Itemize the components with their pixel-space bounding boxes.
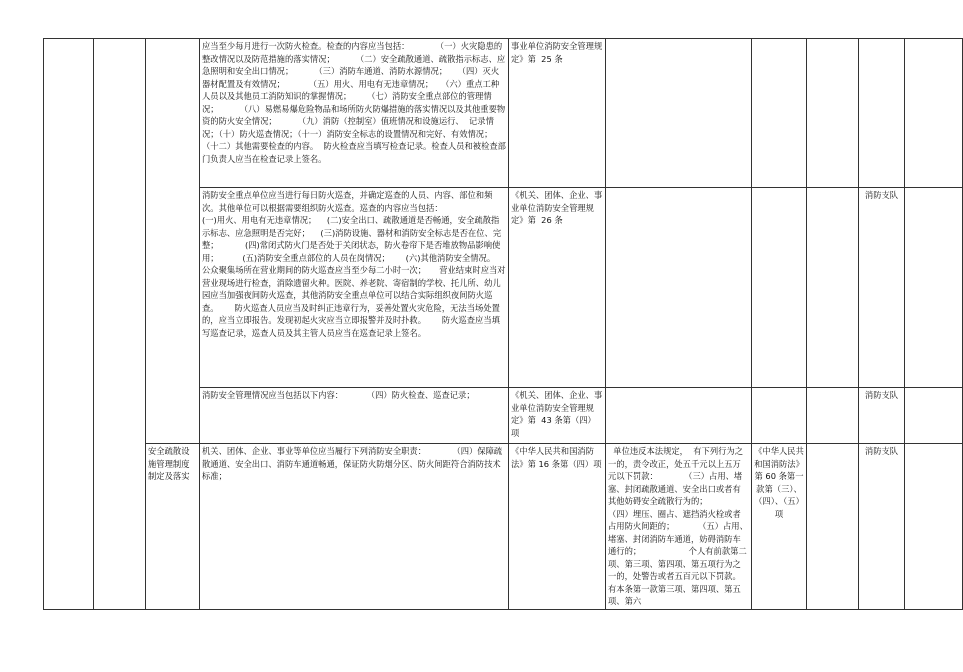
table-cell: [807, 188, 859, 388]
penalty-basis-cell: [752, 388, 807, 444]
table-cell: [807, 388, 859, 444]
inspection-item-cell: 安全疏散设施管理制度制定及落实: [146, 444, 200, 610]
table-cell: [146, 39, 200, 444]
table-cell: [905, 444, 963, 610]
responsible-dept-cell: 消防支队: [859, 188, 905, 388]
table-cell: [905, 188, 963, 388]
legal-basis-cell: 《机关、团体、企业、事业单位消防安全管理规定》第 26 条: [509, 188, 606, 388]
responsible-dept-cell: [859, 39, 905, 188]
table-cell: [44, 39, 94, 610]
responsible-dept-cell: 消防支队: [859, 388, 905, 444]
requirement-content-cell: 机关、团体、企业、事业等单位应当履行下列消防安全职责： （四）保障疏散通道、安全出口、消防车通道畅通，保证防火防烟分区、防火间距符合消防技术标准；: [200, 444, 509, 610]
regulation-table: [43, 38, 963, 610]
penalty-basis-cell: 《中华人民共和国消防法》第 60 条第一款第（三）、（四）、（五）项: [752, 444, 807, 610]
penalty-basis-cell: [752, 39, 807, 188]
responsible-dept-cell: 消防支队: [859, 444, 905, 610]
requirement-content-cell: 消防安全重点单位应当进行每日防火巡查，并确定巡查的人员、内容、部位和频次。其他单位可以根据需要组织防火巡查。巡查的内容应当包括： (一)用火、用电有无违章情况； (二)安全出口、疏散通道是否畅通，安全疏散指示标志、应急照明是否完好； (三)消防设施、器材和消防安全标志是否在位、完整； (四)常闭式防火门是否处于关闭状态，防火卷帘下是否堆放物品影响使用； (五)消防安全重点部位的人员在岗情况； (六)其他消防安全情况。 公众聚集场所在营业期间的防火巡查应当至少每二小时一次； 营业结束时应当对营业现场进行检查，消除遗留火种。医院、养老院、寄宿制的学校、托儿所、幼儿园应当加强夜间防火巡查，其他消防安全重点单位可以结合实际组织夜间防火巡查。 防火巡查人员应当及时纠正违章行为，妥善处置火灾危险，无法当场处置的，应当立即报告。发现初起火灾应当立即报警并及时扑救。 防火巡查应当填写巡查记录，巡查人员及其主管人员应当在巡查记录上签名。: [200, 188, 509, 388]
penalty-cell: [606, 39, 752, 188]
penalty-cell: [606, 188, 752, 388]
table-cell: [905, 388, 963, 444]
table-cell: [807, 39, 859, 188]
requirement-content-cell: 消防安全管理情况应当包括以下内容： （四）防火检查、巡查记录；: [200, 388, 509, 444]
penalty-basis-cell: [752, 188, 807, 388]
requirement-content-cell: 应当至少每月进行一次防火检查。检查的内容应当包括： （一）火灾隐患的整改情况以及防范措施的落实情况； （二）安全疏散通道、疏散指示标志、应急照明和安全出口情况； （三）消防车通道、消防水源情况； （四）灭火器材配置及有效情况； （五）用火、用电有无违章情况； （六）重点工种人员以及其他员工消防知识的掌握情况； （七）消防安全重点部位的管理情况； （八）易燃易爆危险物品和场所防火防爆措施的落实情况以及其他重要物资的防火安全情况； （九）消防（控制室）值班情况和设施运行、 记录情况；（十）防火巡查情况；（十一）消防安全标志的设置情况和完好、有效情况； （十二）其他需要检查的内容。 防火检查应当填写检查记录。检查人员和被检查部门负责人应当在检查记录上签名。: [200, 39, 509, 188]
penalty-cell: [606, 388, 752, 444]
table-cell: [94, 39, 146, 610]
table-cell: [905, 39, 963, 188]
table-cell: [807, 444, 859, 610]
table-row: [44, 444, 963, 610]
table-row: [44, 39, 963, 188]
legal-basis-cell: 事业单位消防安全管理规定》第 25 条: [509, 39, 606, 188]
legal-basis-cell: 《机关、团体、企业、事业单位消防安全管理规定》第 43 条第（四）项: [509, 388, 606, 444]
legal-basis-cell: 《中华人民共和国消防法》第 16 条第（四）项: [509, 444, 606, 610]
penalty-cell: 单位违反本法规定， 有下列行为之一的，责令改正，处五千元以上五万元以下罚款： （三）占用、堵塞、封闭疏散通道、安全出口或者有其他妨碍安全疏散行为的； （四）埋压、圈占、遮挡消火栓或者占用防火间距的； （五）占用、堵塞、封闭消防车通道，妨碍消防车通行的； 个人有前款第二项、第三项、第四项、第五项行为之一的，处警告或者五百元以下罚款。 有本条第一款第三项、第四项、第五项、第六: [606, 444, 752, 610]
